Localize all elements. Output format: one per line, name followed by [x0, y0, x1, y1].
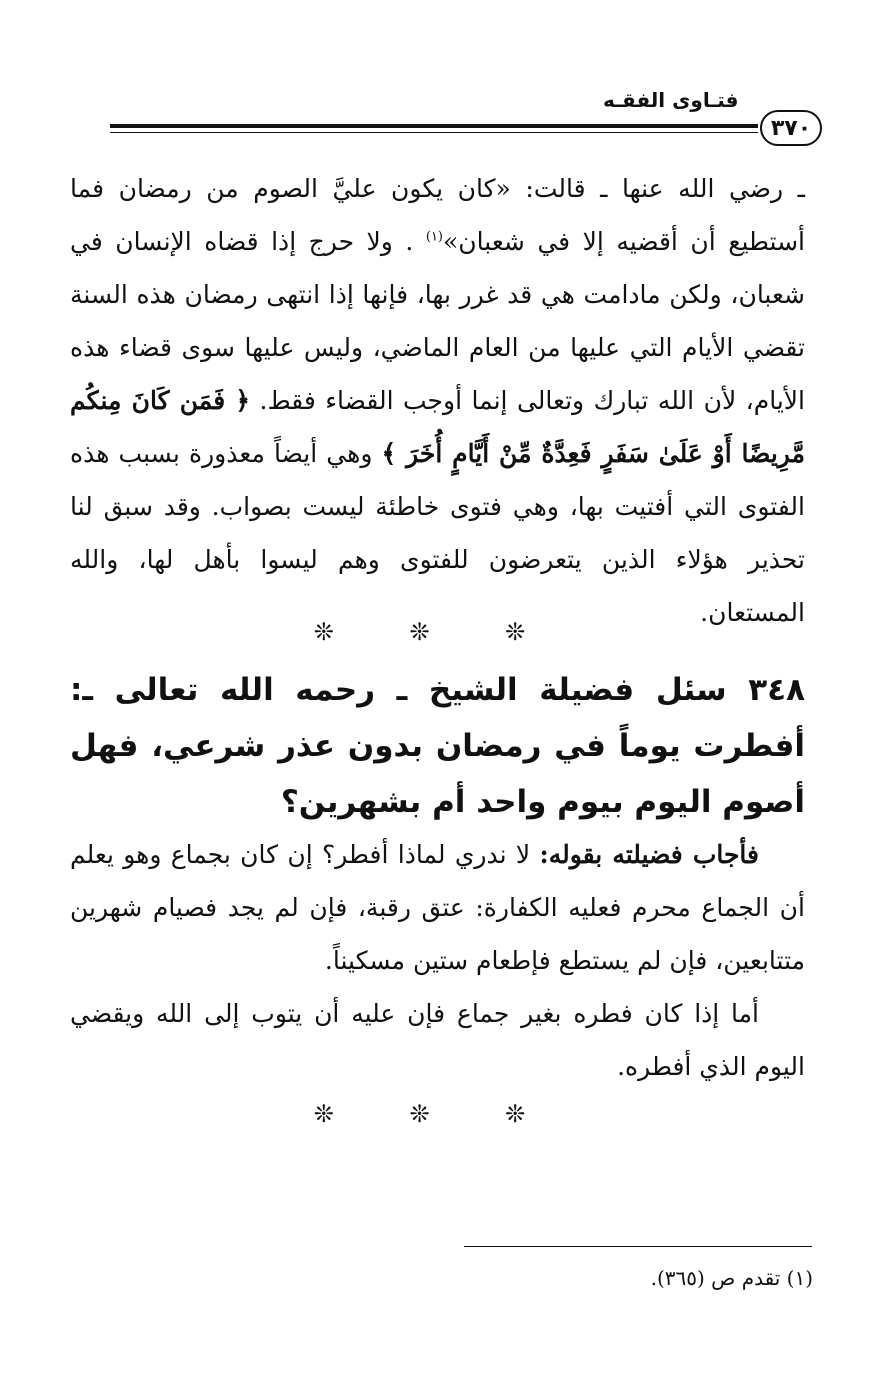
fatwa-answer: [70, 828, 805, 1093]
paragraph-text-end: وهي أيضاً معذورة بسبب هذه الفتوى التي أفتيت بها، وهي فتوى خاطئة ليست بصواب. وقد سبق لنا تحذير هؤلاء الذين يتعرضون للفتوى وهم ليسوا بأهل لها، والله المستعان.: [70, 439, 805, 627]
section-separator: ❊ ❊ ❊: [313, 618, 560, 646]
page-number: ٣٧٠: [760, 110, 822, 146]
running-header-title: فتـاوى الفقـه: [603, 88, 739, 112]
header-rule: [110, 124, 758, 128]
answer-paragraph-1: [70, 828, 805, 987]
section-separator-end: ❊ ❊ ❊: [313, 1100, 560, 1128]
fatwa-question: ٣٤٨ سئل فضيلة الشيخ ـ رحمه الله تعالى ـ: أفطرت يوماً في رمضان بدون عذر شرعي، فهل أصوم اليوم بيوم واحد أم بشهرين؟: [70, 672, 805, 820]
quran-verse: ﴿ فَمَن كَانَ مِنكُم مَّرِيضًا أَوْ عَلَىٰ سَفَرٍ فَعِدَّةٌ مِّنْ أَيَّامٍ أُخَرَ ﴾: [70, 386, 805, 468]
footnote-reference: (١): [425, 229, 443, 245]
answer-paragraph-2: أما إذا كان فطره بغير جماع فإن عليه أن يتوب إلى الله ويقضي اليوم الذي أفطره.: [70, 999, 805, 1081]
footnote: (١) تقدم ص (٣٦٥).: [650, 1266, 813, 1290]
paragraph-text: [70, 162, 805, 639]
footnote-rule: [464, 1246, 812, 1247]
continued-paragraph: [70, 162, 805, 639]
answer-lead: فأجاب فضيلته بقوله:: [539, 840, 760, 869]
header-rule-thin: [110, 132, 758, 133]
answer-text-1: لا ندري لماذا أفطر؟ إن كان بجماع وهو يعلم أن الجماع محرم فعليه الكفارة: عتق رقبة، فإن لم يجد فصيام شهرين متتابعين، فإن لم يستطع فإطعام ستين مسكيناً.: [70, 840, 805, 975]
paragraph-text-start: ـ رضي الله عنها ـ قالت: «كان يكون عليَّ الصوم من رمضان فما أستطيع أن أقضيه إلا في شعبان»: [70, 174, 805, 256]
paragraph-text-middle: . ولا حرج إذا قضاه الإنسان في شعبان، ولكن مادامت هي قد غرر بها، فإنها إذا انتهى رمضان هذه السنة تقضي الأيام التي عليها من العام الماضي، وليس عليها سوى قضاء هذه الأيام، لأن الله تبارك وتعالى إنما أوجب القضاء فقط.: [70, 227, 806, 415]
